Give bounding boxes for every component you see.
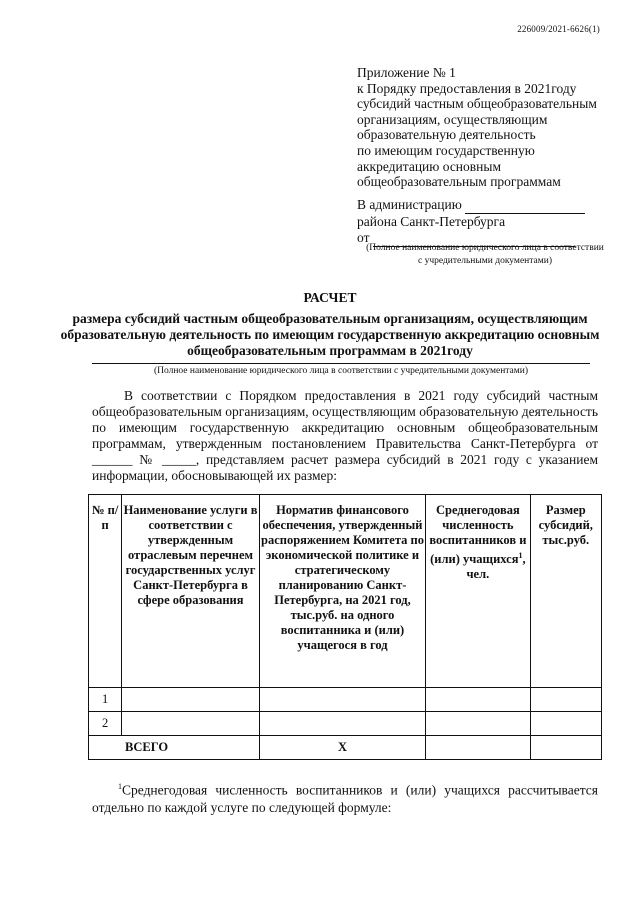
table-row xyxy=(89,712,602,736)
footnote-mark: 1 xyxy=(118,782,122,791)
header-num: № п/п xyxy=(89,495,122,688)
organization-name-line[interactable] xyxy=(92,363,590,364)
cell-norm[interactable] xyxy=(259,712,425,736)
table-total-row xyxy=(89,736,602,760)
table-row xyxy=(89,688,602,712)
header-average-unit: , чел. xyxy=(466,552,526,582)
footnote-block xyxy=(92,778,598,816)
total-average[interactable] xyxy=(426,736,530,760)
total-subsidy[interactable] xyxy=(530,736,601,760)
header-average xyxy=(426,495,530,688)
administration-blank[interactable] xyxy=(465,197,585,214)
appendix-line: аккредитацию основным xyxy=(357,158,501,174)
cell-subsidy[interactable] xyxy=(530,712,601,736)
addressee-from-label: от xyxy=(357,230,370,245)
body-paragraph-block xyxy=(92,388,598,484)
header-service-name: Наименование услуги в соответствии с утвержденным отраслевым перечнем государственных услуг Санкт-Петербурга в сфере образования xyxy=(122,495,260,688)
body-paragraph: В соответствии с Порядком предоставления в 2021 году субсидий частным общеобразовательным организациям, осуществляющим образовательную деятельность по имеющим государственную аккредитацию основным общеобразовательным программам, утвержденным постановлением Правительства Санкт-Петербурга от ______ № _____, представляем расчет размера субсидий в 2021 году с указанием информации, обосновывающей их размер: xyxy=(92,388,598,483)
header-norm: Норматив финансового обеспечения, утвержденный распоряжением Комитета по экономической политике и стратегическому планированию Санкт-Петербурга, на 2021 год, тыс.руб. на одного воспитанника и (или) учащегося в год xyxy=(259,495,425,688)
total-norm-x: Х xyxy=(259,736,425,760)
appendix-line: к Порядку предоставления в 2021году xyxy=(357,80,577,96)
addressee-note: (Полное наименование юридического лица в соответствии с учредительными документами) xyxy=(366,243,604,266)
cell-subsidy[interactable] xyxy=(530,688,601,712)
cell-service-name[interactable] xyxy=(122,688,260,712)
appendix-header xyxy=(357,65,617,190)
appendix-line: общеобразовательным программам xyxy=(357,174,561,190)
addressee-block xyxy=(357,197,607,247)
appendix-line: Приложение № 1 xyxy=(357,65,456,80)
footnote-ref: 1 xyxy=(518,551,523,560)
cell-average[interactable] xyxy=(426,712,530,736)
row-num: 1 xyxy=(89,688,122,712)
appendix-line: организациям, осуществляющим xyxy=(357,111,548,127)
footnote-text: Среднегодовая численность воспитанников и (или) учащихся рассчитывается отдельно по каждой услуге по следующей формуле: xyxy=(92,782,598,815)
calculation-table xyxy=(88,494,602,760)
table-header-row xyxy=(89,495,602,688)
header-subsidy-size: Размер субсидий, тыс.руб. xyxy=(530,495,601,688)
organization-name-note: (Полное наименование юридического лица в соответствии с учредительными документами) xyxy=(153,366,529,376)
document-id: 226009/2021-6626(1) xyxy=(517,24,600,34)
header-average-text: Среднегодовая численность воспитанников и (или) учащихся xyxy=(429,503,527,567)
cell-service-name[interactable] xyxy=(122,712,260,736)
addressee-label: В администрацию xyxy=(357,197,462,212)
addressee-district: района Санкт-Петербурга xyxy=(357,214,506,229)
appendix-line: по имеющим государственную xyxy=(357,142,535,158)
document-title: РАСЧЕТ xyxy=(303,290,357,305)
total-label: ВСЕГО xyxy=(89,736,260,760)
cell-norm[interactable] xyxy=(259,688,425,712)
row-num: 2 xyxy=(89,712,122,736)
appendix-line: субсидий частным общеобразовательным xyxy=(357,96,597,112)
cell-average[interactable] xyxy=(426,688,530,712)
appendix-line: образовательную деятельность xyxy=(357,127,536,143)
document-title-block xyxy=(60,290,600,359)
document-subtitle: размера субсидий частным общеобразовательным организациям, осуществляющим образовательную деятельность по имеющим государственную аккредитацию основным общеобразовательным программам в 2021году xyxy=(60,311,600,358)
